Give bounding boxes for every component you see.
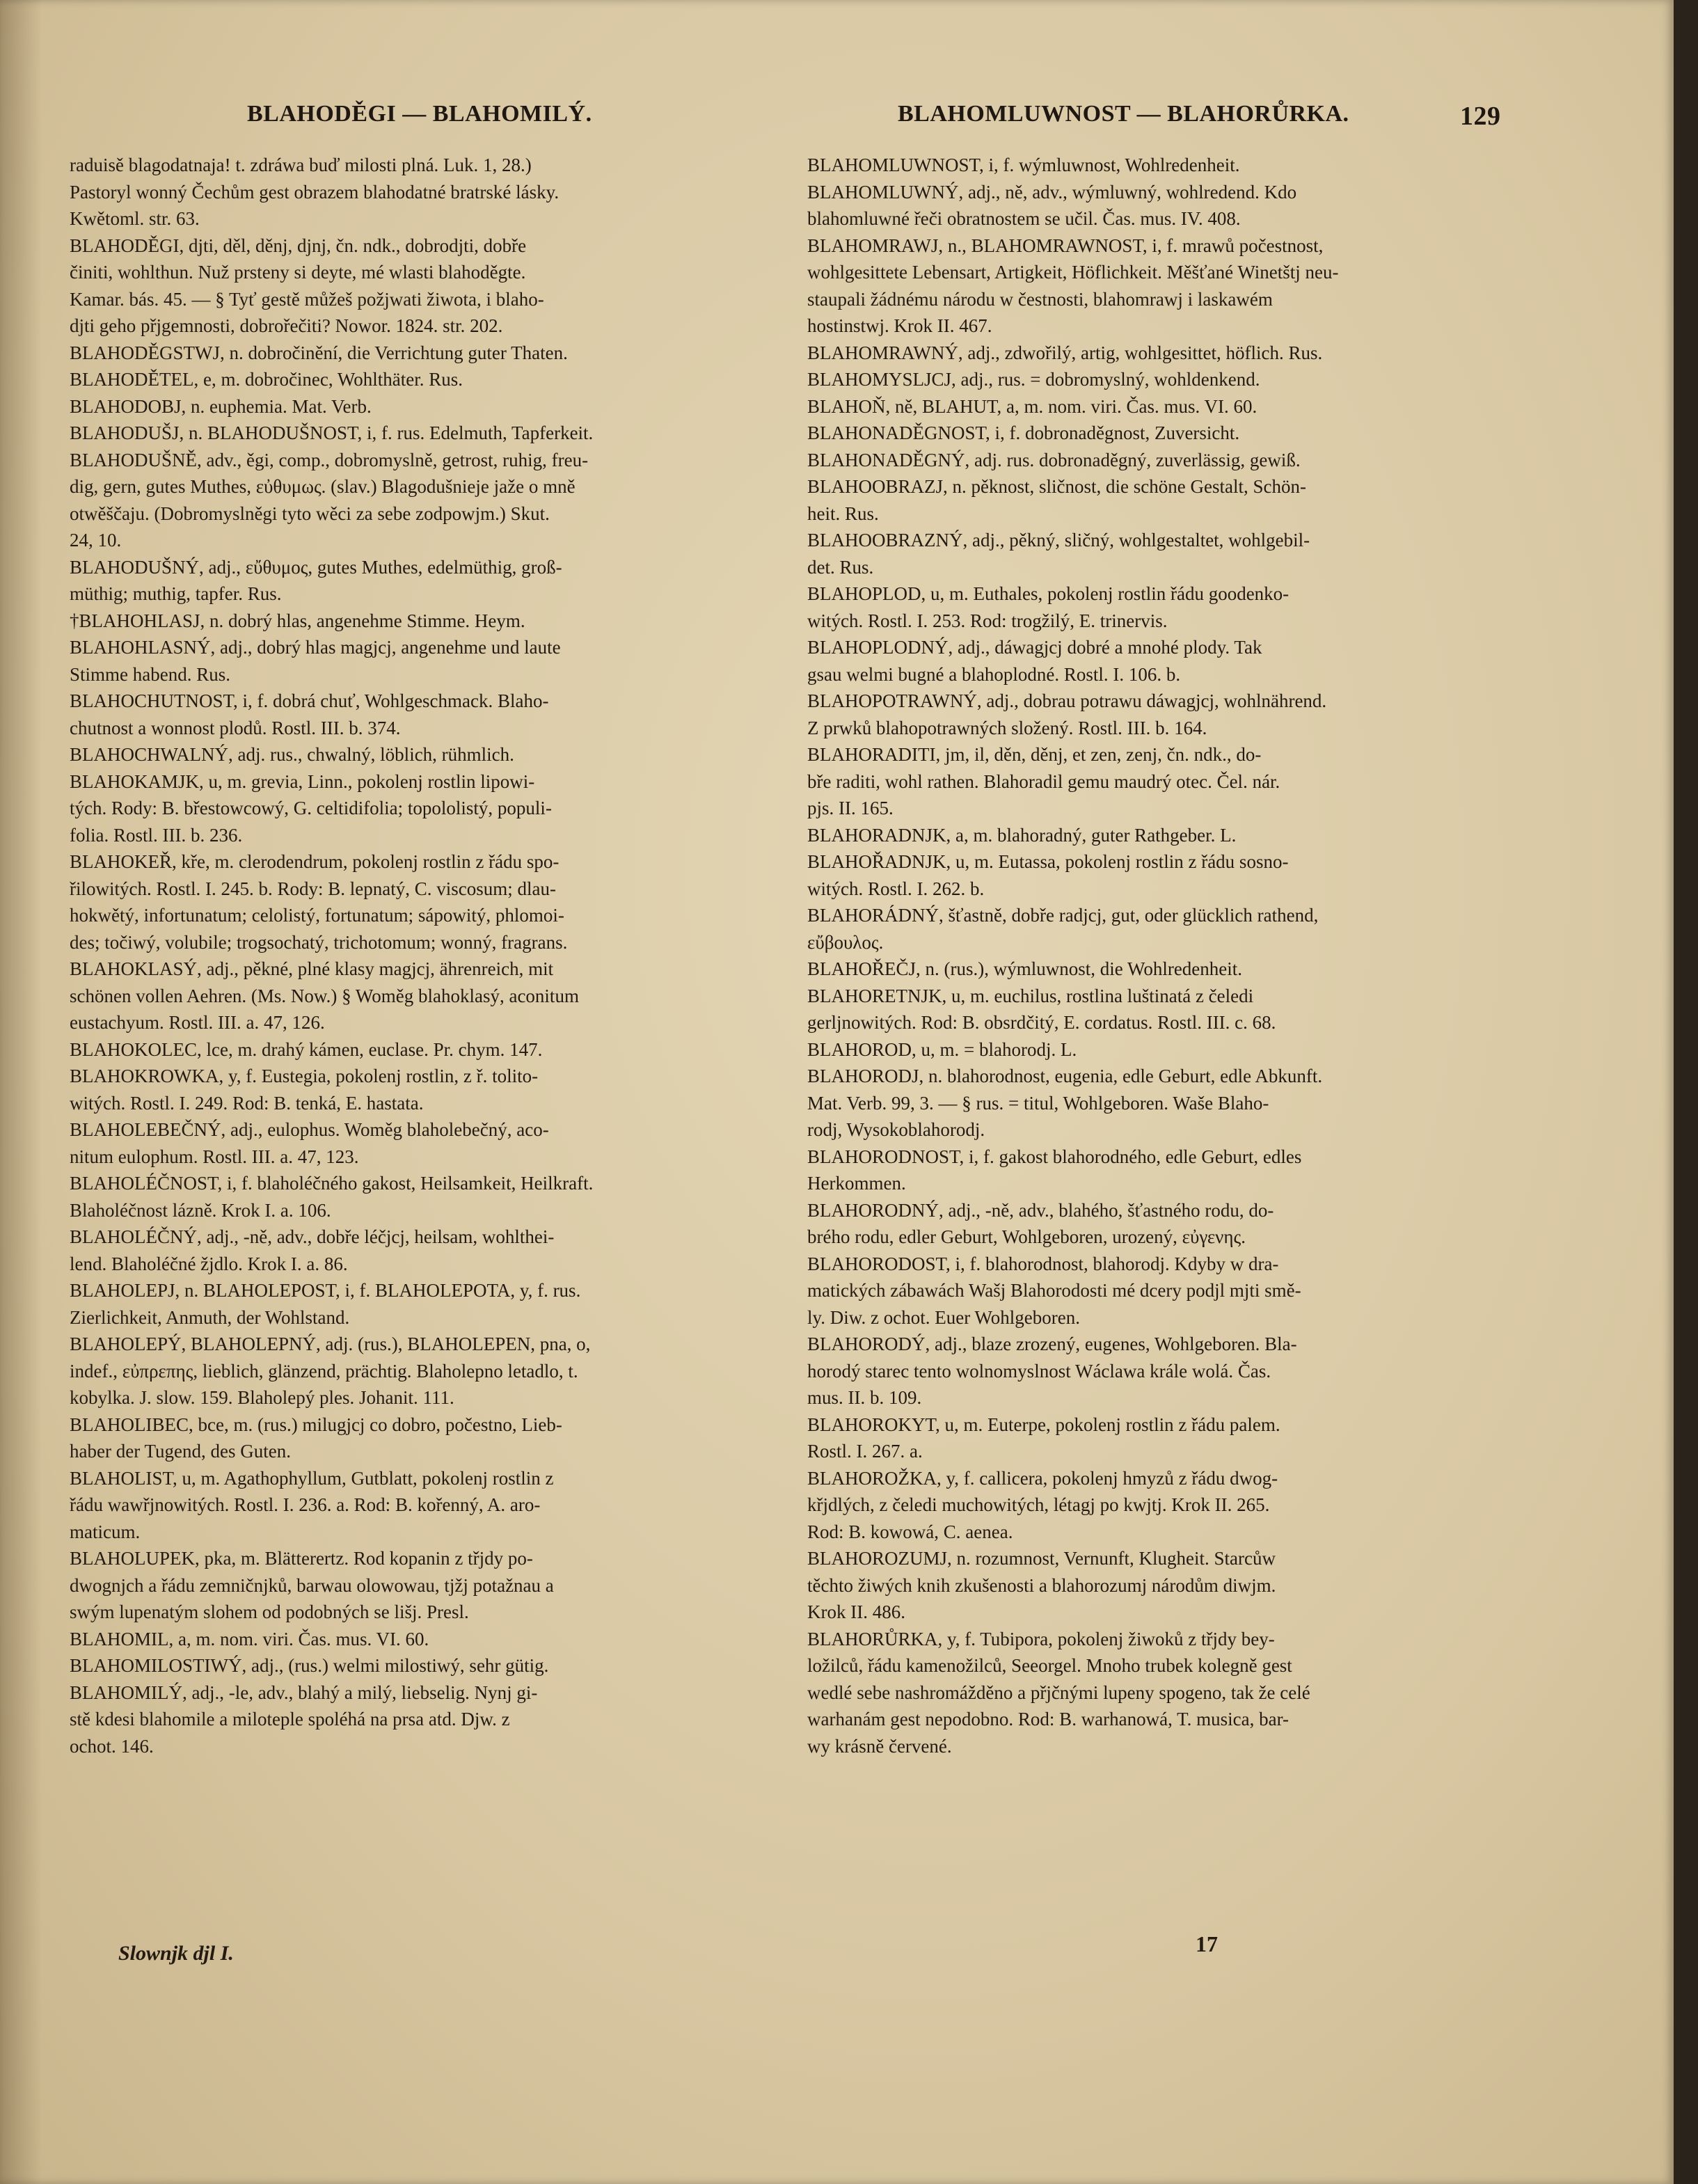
text-line: mus. II. b. 109.: [807, 1387, 922, 1408]
text-line: BLAHOŘEČJ, n. (rus.), wýmluwnost, die Wohlredenheit.: [807, 958, 1243, 979]
text-line: raduisě blagodatnaja! t. zdráwa buď milosti plná. Luk. 1, 28.): [70, 155, 532, 175]
text-line: BLAHORADITI, jm, il, děn, děnj, et zen, zenj, čn. ndk., do-: [807, 744, 1262, 765]
text-line: BLAHORODNOST, i, f. gakost blahorodného, edle Geburt, edles: [807, 1146, 1302, 1167]
text-line: djti geho přjgemnosti, dobrořečiti? Nowor. 1824. str. 202.: [70, 315, 503, 336]
text-line: BLAHOCHWALNÝ, adj. rus., chwalný, löblich, rühmlich.: [70, 744, 514, 765]
text-line: BLAHORODÝ, adj., blaze zrozený, eugenes, Wohlgeboren. Bla-: [807, 1334, 1297, 1354]
text-line: těchto žiwých knih zkušenosti a blahorozumj národům diwjm.: [807, 1574, 1276, 1596]
text-line: BLAHOKEŘ, kře, m. clerodendrum, pokolenj rostlin z řádu spo-: [70, 851, 560, 872]
text-line: bře raditi, wohl rathen. Blahoradil gemu maudrý otec. Čel. nár.: [807, 770, 1280, 792]
text-line: Rostl. I. 267. a.: [807, 1441, 923, 1462]
text-line: des; točiwý, volubile; trogsochatý, trichotomum; wonný, fragrans.: [70, 931, 568, 953]
text-line: BLAHOKAMJK, u, m. grevia, Linn., pokolenj rostlin lipowi-: [70, 770, 535, 792]
text-line: BLAHOOBRAZNÝ, adj., pěkný, sličný, wohlgestaltet, wohlgebil-: [807, 530, 1310, 551]
text-line: BLAHODĚGSTWJ, n. dobročinění, die Verrichtung guter Thaten.: [70, 342, 568, 363]
signature-mark: 17: [1196, 1931, 1218, 1956]
text-line: BLAHORÁDNÝ, šťastně, dobře radjcj, gut, oder glücklich rathend,: [807, 905, 1319, 926]
text-line: BLAHOMLUWNOST, i, f. wýmluwnost, Wohlredenheit.: [807, 155, 1240, 175]
text-line: chutnost a wonnost plodů. Rostl. III. b. 374.: [70, 717, 401, 738]
text-line: BLAHORŮRKA, y, f. Tubipora, pokolenj žiwoků z třjdy bey-: [807, 1628, 1275, 1649]
text-line: BLAHORODOST, i, f. blahorodnost, blahorodj. Kdyby w dra-: [807, 1253, 1279, 1274]
text-line: Kamar. bás. 45. — § Tyť gestě můžeš požjwati žiwota, i blaho-: [70, 288, 544, 310]
text-line: müthig; muthig, tapfer. Rus.: [70, 583, 282, 604]
text-line: brého rodu, edler Geburt, Wohlgeboren, urozený, εὐγενης.: [807, 1226, 1246, 1247]
text-line: ochot. 146.: [70, 1735, 154, 1757]
text-line: BLAHOKLASÝ, adj., pěkné, plné klasy magjcj, ährenreich, mit: [70, 958, 554, 979]
text-line: BLAHOLUPEK, pka, m. Blätterertz. Rod kopanin z třjdy po-: [70, 1548, 533, 1569]
text-line: haber der Tugend, des Guten.: [70, 1441, 291, 1462]
text-line: Kwětoml. str. 63.: [70, 208, 200, 229]
text-line: BLAHOMILÝ, adj., -le, adv., blahý a milý, liebselig. Nynj gi-: [70, 1681, 538, 1703]
text-line: BLAHOROZUMJ, n. rozumnost, Vernunft, Klugheit. Starcůw: [807, 1548, 1276, 1569]
text-line: blahomluwné řeči obratnostem se učil. Čas. mus. IV. 408.: [807, 208, 1241, 229]
text-line: BLAHOMLUWNÝ, adj., ně, adv., wýmluwný, wohlredend. Kdo: [807, 181, 1297, 203]
text-line: staupali žádnému národu w čestnosti, blahomrawj i laskawém: [807, 288, 1273, 310]
text-line: heit. Rus.: [807, 503, 879, 524]
text-line: BLAHOLIST, u, m. Agathophyllum, Gutblatt, pokolenj rostlin z: [70, 1467, 554, 1489]
text-line: matických zábawách Wašj Blahorodosti mé dcery podjl mjti smě-: [807, 1280, 1301, 1301]
text-line: BLAHORADNJK, a, m. blahoradný, guter Rathgeber. L.: [807, 824, 1237, 846]
text-line: Blaholéčnost lázně. Krok I. a. 106.: [70, 1199, 331, 1221]
text-line: BLAHORETNJK, u, m. euchilus, rostlina luštinatá z čeledi: [807, 985, 1254, 1006]
text-line: BLAHODĚTEL, e, m. dobročinec, Wohlthäter. Rus.: [70, 369, 463, 390]
text-line: BLAHONADĚGNÝ, adj. rus. dobronaděgný, zuverlässig, gewiß.: [807, 449, 1301, 470]
text-line: BLAHODUŠNĚ, adv., ěgi, comp., dobromyslně, getrost, ruhig, freu-: [70, 449, 589, 470]
text-line: ly. Diw. z ochot. Euer Wohlgeboren.: [807, 1306, 1080, 1328]
text-line: stě kdesi blahomile a miloteple spoléhá na prsa atd. Djw. z: [70, 1709, 510, 1730]
text-line: wedlé sebe nashromážděno a přjčnými lupeny spogeno, tak že celé: [807, 1681, 1310, 1703]
text-line: BLAHOŇ, ně, BLAHUT, a, m. nom. viri. Čas. mus. VI. 60.: [807, 395, 1257, 417]
page-number: 129: [1460, 102, 1501, 131]
text-line: BLAHORODJ, n. blahorodnost, eugenia, edle Geburt, edle Abkunft.: [807, 1066, 1323, 1086]
text-line: wy krásně červené.: [807, 1735, 952, 1757]
text-line: Z prwků blahopotrawných složený. Rostl. III. b. 164.: [807, 717, 1207, 738]
text-line: warhanám gest nepodobno. Rod: B. warhanowá, T. musica, bar-: [807, 1709, 1290, 1730]
text-line: Pastoryl wonný Čechům gest obrazem blahodatné bratrské lásky.: [70, 181, 560, 203]
text-line: folia. Rostl. III. b. 236.: [70, 824, 243, 846]
text-line: BLAHOMYSLJCJ, adj., rus. = dobromyslný, wohldenkend.: [807, 369, 1260, 390]
text-line: 24, 10.: [70, 530, 122, 551]
binding-shadow: [0, 0, 42, 2184]
text-line: křjdlých, z čeledi muchowitých, létagj po kwjtj. Krok II. 265.: [807, 1494, 1270, 1515]
left-column: [70, 152, 800, 1759]
text-line: Rod: B. kowowá, C. aenea.: [807, 1521, 1013, 1542]
text-line: witých. Rostl. I. 262. b.: [807, 878, 985, 899]
text-line: BLAHOLÉČNÝ, adj., -ně, adv., dobře léčjcj, heilsam, wohlthei-: [70, 1226, 555, 1247]
text-line: hostinstwj. Krok II. 467.: [807, 315, 992, 336]
text-line: BLAHOLEPÝ, BLAHOLEPNÝ, adj. (rus.), BLAHOLEPEN, pna, o,: [70, 1334, 591, 1354]
text-line: Herkommen.: [807, 1173, 906, 1194]
text-line: BLAHODUŠJ, n. BLAHODUŠNOST, i, f. rus. Edelmuth, Tapferkeit.: [70, 422, 594, 443]
text-line: Mat. Verb. 99, 3. — § rus. = titul, Wohlgeboren. Waše Blaho-: [807, 1092, 1269, 1114]
text-line: nitum eulophum. Rostl. III. a. 47, 123.: [70, 1146, 359, 1167]
text-line: BLAHODOBJ, n. euphemia. Mat. Verb.: [70, 395, 372, 417]
text-line: BLAHODUŠNÝ, adj., εὔθυμος, gutes Muthes, edelmüthig, groß-: [70, 556, 562, 578]
text-line: BLAHOLIBEC, bce, m. (rus.) milugjcj co dobro, počestno, Lieb-: [70, 1414, 562, 1435]
text-line: Zierlichkeit, Anmuth, der Wohlstand.: [70, 1306, 350, 1328]
text-line: rodj, Wysokoblahorodj.: [807, 1119, 985, 1140]
text-line: BLAHOMILOSTIWÝ, adj., (rus.) welmi milostiwý, sehr gütig.: [70, 1655, 549, 1676]
text-line: BLAHOPLOD, u, m. Euthales, pokolenj rostlin řádu goodenko-: [807, 583, 1290, 604]
text-line: BLAHOLÉČNOST, i, f. blaholéčného gakost, Heilsamkeit, Heilkraft.: [70, 1173, 594, 1194]
text-line: maticum.: [70, 1521, 141, 1542]
text-line: BLAHOKROWKA, y, f. Eustegia, pokolenj rostlin, z ř. tolito-: [70, 1066, 539, 1086]
text-line: ložilců, řádu kamenožilců, Seeorgel. Mnoho trubek kolegně gest: [807, 1655, 1292, 1676]
text-line: witých. Rostl. I. 253. Rod: trogžilý, E. trinervis.: [807, 610, 1168, 631]
text-line: schönen vollen Aehren. (Ms. Now.) § Woměg blahoklasý, aconitum: [70, 985, 579, 1006]
text-line: BLAHOLEBEČNÝ, adj., eulophus. Woměg blaholebečný, aco-: [70, 1119, 549, 1140]
text-line: BLAHOCHUTNOST, i, f. dobrá chuť, Wohlgeschmack. Blaho-: [70, 690, 549, 711]
text-line: eustachyum. Rostl. III. a. 47, 126.: [70, 1012, 325, 1033]
text-line: hokwětý, infortunatum; celolistý, fortunatum; sápowitý, phlomoi-: [70, 905, 564, 926]
text-line: dwognjch a řádu zemničnjků, barwau olowowau, tjžj potažnau a: [70, 1574, 554, 1596]
text-line: swým lupenatým slohem od podobných se lišj. Presl.: [70, 1601, 469, 1622]
text-line: εὔβουλος.: [807, 931, 884, 953]
text-line: BLAHONADĚGNOST, i, f. dobronaděgnost, Zuversicht.: [807, 422, 1240, 443]
text-line: BLAHOHLASNÝ, adj., dobrý hlas magjcj, angenehme und laute: [70, 637, 561, 658]
text-line: pjs. II. 165.: [807, 798, 894, 818]
text-line: BLAHODĚGI, djti, děl, děnj, djnj, čn. ndk., dobrodjti, dobře: [70, 235, 527, 256]
text-line: BLAHORODNÝ, adj., -ně, adv., blahého, šťastného rodu, do-: [807, 1199, 1274, 1221]
text-line: BLAHOPLODNÝ, adj., dáwagjcj dobré a mnohé plody. Tak: [807, 637, 1262, 658]
text-line: BLAHOROD, u, m. = blahorodj. L.: [807, 1038, 1077, 1060]
text-line: řilowitých. Rostl. I. 245. b. Rody: B. lepnatý, C. viscosum; dlau-: [70, 878, 556, 899]
text-line: wohlgesittete Lebensart, Artigkeit, Höflichkeit. Měšťané Winetštj neu-: [807, 262, 1339, 283]
text-line: dig, gern, gutes Muthes, εὐθυμως. (slav.) Blagodušnieje jaže o mně: [70, 476, 576, 497]
text-line: BLAHOROŽKA, y, f. callicera, pokolenj hmyzů z řádu dwog-: [807, 1467, 1278, 1489]
text-line: tých. Rody: B. břestowcowý, G. celtidifolia; topololistý, populi-: [70, 798, 552, 818]
text-line: BLAHOMRAWJ, n., BLAHOMRAWNOST, i, f. mrawů počestnost,: [807, 235, 1324, 256]
text-line: horodý starec tento wolnomyslnost Wáclawa krále wolá. Čas.: [807, 1360, 1271, 1382]
right-column: [807, 152, 1517, 1759]
text-line: gerljnowitých. Rod: B. obsrdčitý, E. cordatus. Rostl. III. c. 68.: [807, 1012, 1276, 1033]
text-line: †BLAHOHLASJ, n. dobrý hlas, angenehme Stimme. Heym.: [70, 610, 525, 631]
text-line: Stimme habend. Rus.: [70, 663, 230, 685]
text-line: kobylka. J. slow. 159. Blaholepý ples. Johanit. 111.: [70, 1387, 454, 1408]
text-line: lend. Blaholéčné žjdlo. Krok I. a. 86.: [70, 1253, 348, 1274]
text-line: BLAHOMRAWNÝ, adj., zdwořilý, artig, wohlgesittet, höflich. Rus.: [807, 342, 1323, 363]
footer-note: Slownjk djl I.: [118, 1942, 234, 1965]
running-header-right: BLAHOMLUWNOST — BLAHORŮRKA.: [898, 101, 1349, 127]
text-line: BLAHOPOTRAWNÝ, adj., dobrau potrawu dáwagjcj, wohlnährend.: [807, 690, 1327, 711]
text-line: řádu wawřjnowitých. Rostl. I. 236. a. Rod: B. kořenný, A. aro-: [70, 1494, 541, 1515]
text-line: činiti, wohlthun. Nuž prsteny si deyte, mé wlasti blahoděgte.: [70, 262, 526, 283]
text-line: BLAHOLEPJ, n. BLAHOLEPOST, i, f. BLAHOLEPOTA, y, f. rus.: [70, 1280, 581, 1301]
text-line: indef., εὐπρεπης, lieblich, glänzend, prächtig. Blaholepno letadlo, t.: [70, 1360, 578, 1382]
text-line: witých. Rostl. I. 249. Rod: B. tenká, E. hastata.: [70, 1092, 424, 1114]
text-line: Krok II. 486.: [807, 1601, 905, 1622]
text-line: BLAHOROKYT, u, m. Euterpe, pokolenj rostlin z řádu palem.: [807, 1414, 1280, 1435]
text-line: gsau welmi bugné a blahoplodné. Rostl. I. 106. b.: [807, 663, 1181, 685]
text-line: BLAHOŘADNJK, u, m. Eutassa, pokolenj rostlin z řádu sosno-: [807, 851, 1289, 872]
text-line: det. Rus.: [807, 556, 874, 578]
text-line: otwěščaju. (Dobromyslněgi tyto wěci za sebe zodpowjm.) Skut.: [70, 503, 550, 524]
text-line: BLAHOKOLEC, lce, m. drahý kámen, euclase. Pr. chym. 147.: [70, 1038, 543, 1060]
text-line: BLAHOOBRAZJ, n. pěknost, sličnost, die schöne Gestalt, Schön-: [807, 476, 1306, 497]
running-header-left: BLAHODĚGI — BLAHOMILÝ.: [247, 101, 592, 127]
text-line: BLAHOMIL, a, m. nom. viri. Čas. mus. VI. 60.: [70, 1628, 429, 1649]
